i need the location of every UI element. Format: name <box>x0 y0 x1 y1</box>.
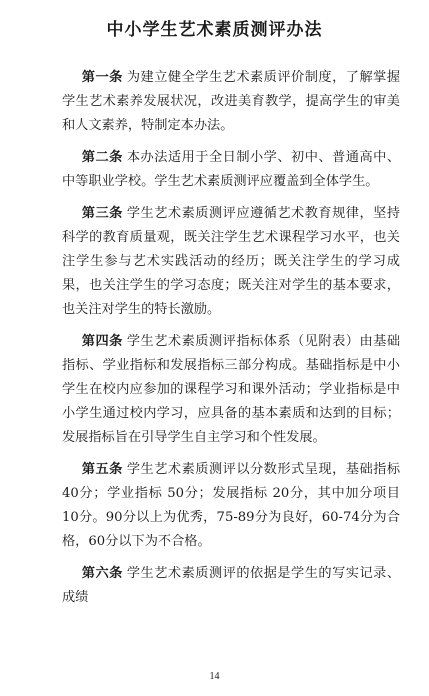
page-number: 14 <box>209 671 220 682</box>
article-label: 第六条 <box>81 566 123 581</box>
article-5 <box>62 458 400 554</box>
article-1 <box>62 66 400 138</box>
article-4 <box>62 330 400 450</box>
document-body <box>62 66 400 618</box>
article-3 <box>62 202 400 322</box>
article-label: 第二条 <box>81 150 123 165</box>
article-2 <box>62 146 400 194</box>
article-text: 学生艺术素质测评以分数形式呈现，基础指标 40分；学业指标 50分；发展指标 20分，其中加分项目 10分。90分以上为优秀，75-89分为良好，60-74分为合格，60分以下为不合格。 <box>62 462 401 549</box>
article-6 <box>62 562 400 610</box>
article-label: 第三条 <box>81 206 123 221</box>
article-text: 学生艺术素质测评应遵循艺术教育规律，坚持科学的教育质量观，既关注学生艺术课程学习水平，也关注学生参与艺术实践活动的经历；既关注学生的学习成果，也关注学生的学习态度；既关注对学生的基本要求，也关注对学生的特长激励。 <box>62 206 401 317</box>
document-title: 中小学生艺术素质测评办法 <box>106 20 323 40</box>
article-text: 为建立健全学生艺术素质评价制度，了解掌握学生艺术素养发展状况，改进美育教学，提高学生的审美和人文素养，特制定本办法。 <box>62 70 401 133</box>
article-text: 学生艺术素质测评的依据是学生的写实记录、成绩 <box>62 566 401 605</box>
article-label: 第一条 <box>81 70 123 85</box>
article-text: 本办法适用于全日制小学、初中、普通高中、中等职业学校。学生艺术素质测评应覆盖到全体学生。 <box>62 150 401 189</box>
article-label: 第五条 <box>81 462 123 477</box>
article-label: 第四条 <box>81 334 123 349</box>
article-text: 学生艺术素质测评指标体系（见附表）由基础指标、学业指标和发展指标三部分构成。基础指标是中小学生在校内应参加的课程学习和课外活动；学业指标是中小学生通过校内学习，应具备的基本素质和达到的目标；发展指标旨在引导学生自主学习和个性发展。 <box>62 334 401 445</box>
